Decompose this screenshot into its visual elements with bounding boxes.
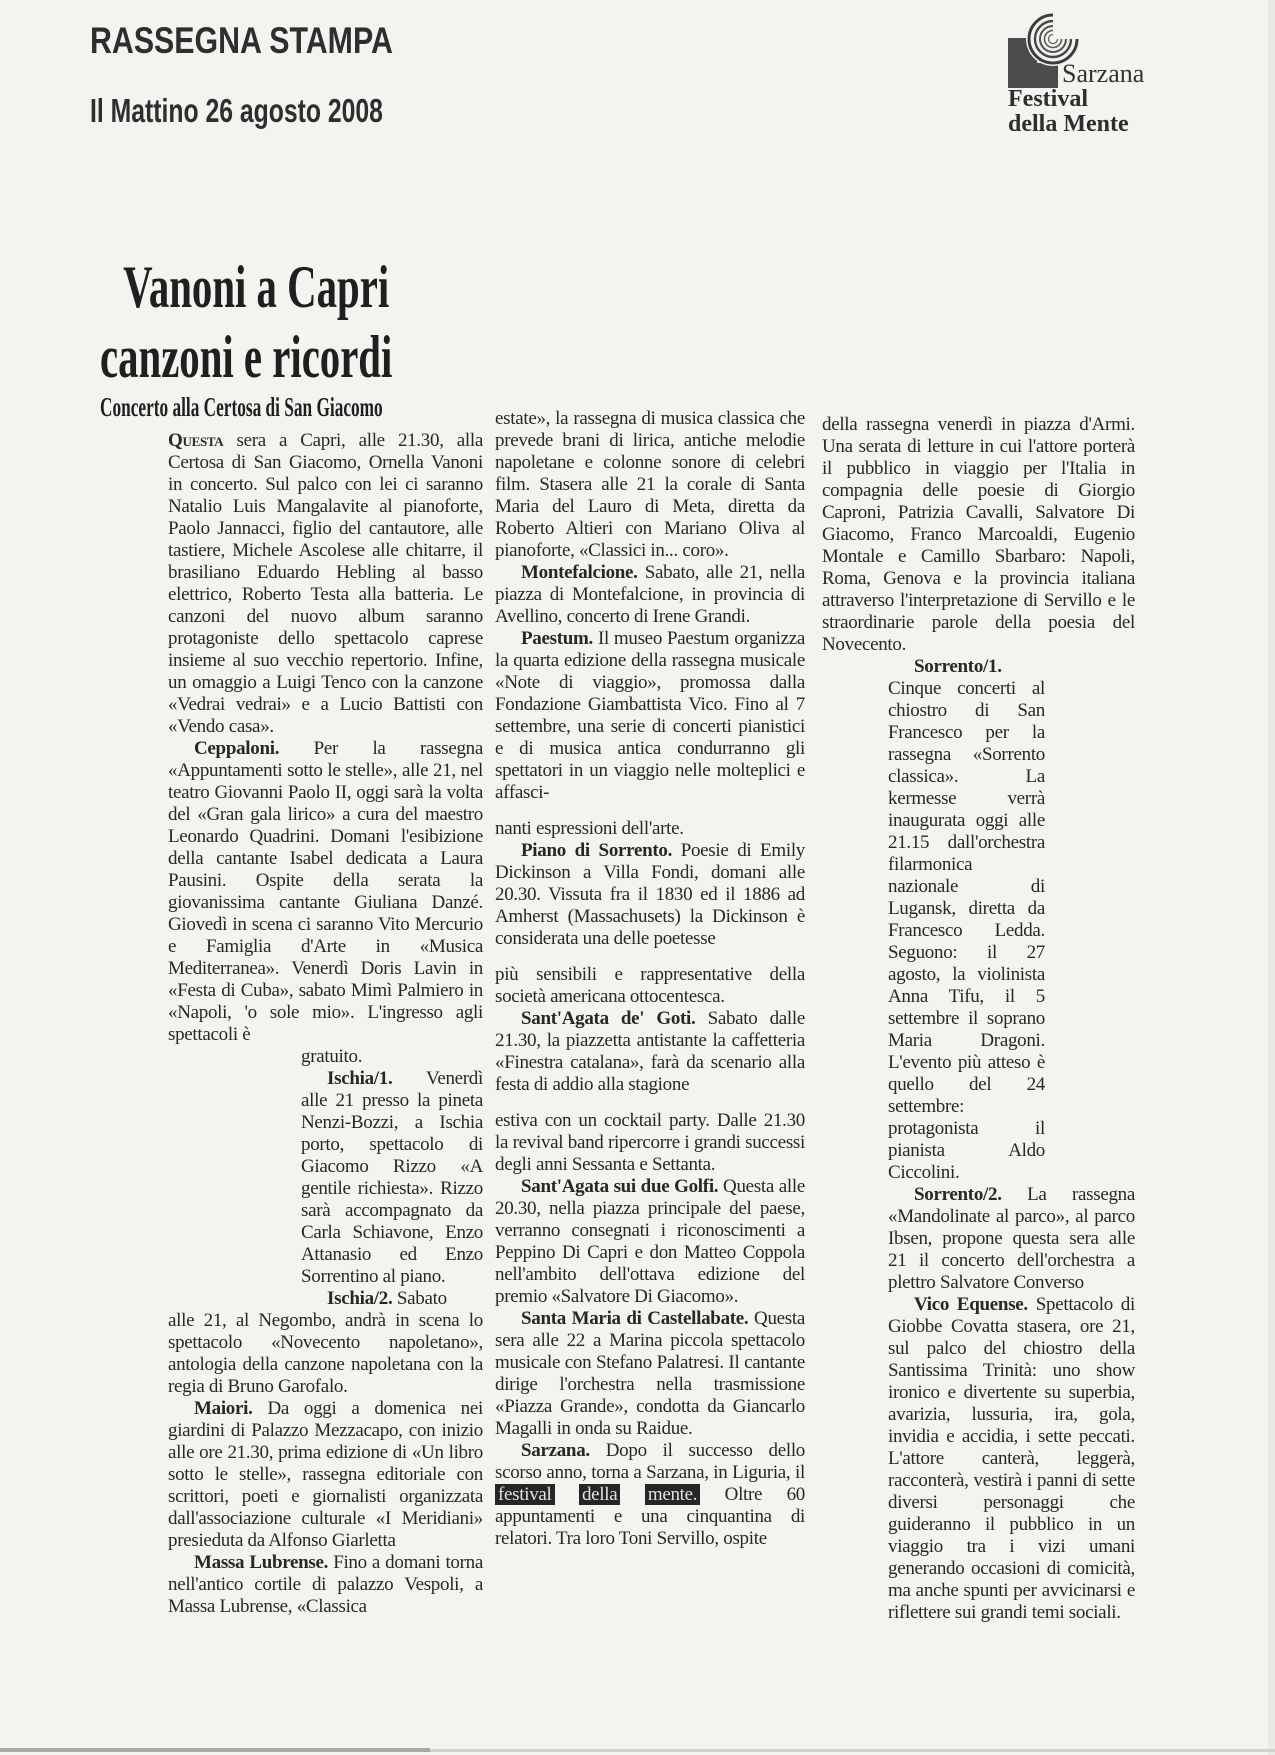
festival-della-mente-logo <box>1008 13 1248 143</box>
article-paragraph <box>301 1046 483 1068</box>
paragraph-text: Spettacolo di Giobbe Covatta stasera, ore 21, sul palco del chiostro della Santissima Trinità: uno show ironico e divertente su superbia, avarizia, lussuria, ira, gola, invidia e accidia, i sette peccati. L'attore canterà, leggerà, racconterà, vestirà i panni di sette diversi personaggi che guideranno il pubblico in un viaggio tra i vizi umani generando occasioni di comicità, ma anche spunti per avvicinarsi e riflettere sui grandi temi sociali. <box>888 1294 1135 1623</box>
paragraph-lead: Maiori. <box>194 1398 253 1419</box>
wrapped-text-block <box>888 1184 1135 1624</box>
paragraph-lead: Sorrento/1. <box>914 656 1002 677</box>
paragraph-text: Per la rassegna «Appuntamenti sotto le stelle», alle 21, nel teatro Giovanni Paolo II, oggi sarà la volta del «Gran gala lirico» a cura del maestro Leonardo Quadrini. Domani l'esibizione della cantante Isabel dedicata a Laura Pausini. Ospite della serata la giovanissima cantante Giuliana Danzé. Giovedì in scena ci saranno Vito Mercurio e Famiglia d'Arte in «Musica Mediterranea». Venerdì Doris Lavin in «Festa di Cuba», sabato Mimì Palmiero in «Napoli, 'o sole mio». L'ingresso agli spettacoli è <box>168 738 483 1045</box>
article-paragraph <box>495 1110 805 1176</box>
article-paragraph <box>495 628 805 804</box>
article-paragraph <box>495 562 805 628</box>
paragraph-text: alle 21, al Negombo, andrà in scena lo spettacolo «Novecento napoletano», antologia della canzone napoletana con la regia di Bruno Garofalo. <box>168 1310 483 1397</box>
paragraph-text: gratuito. <box>301 1046 363 1067</box>
paragraph-text: Cinque concerti al chiostro di San Francesco per la rassegna «Sorrento classica». La kermesse verrà inaugurata oggi alle 21.15 dall'orchestra filarmonica nazionale di Lugansk, diretta da Francesco Ledda. Seguono: il 27 agosto, la violinista Anna Tifu, il 5 settembre il soprano Maria Dragoni. L'evento più atteso è quello del 24 settembre: protagonista il pianista Aldo Ciccolini. <box>888 678 1045 1183</box>
wrapped-text-block <box>301 1046 483 1310</box>
article-paragraph <box>495 1308 805 1440</box>
article-paragraph <box>495 964 805 1008</box>
paragraph-text: Venerdì alle 21 presso la pineta Nenzi-Bozzi, a Ischia porto, spettacolo di Giacomo Rizzo «A gentile richiesta». Rizzo sarà accompagnato da Carla Schiavone, Enzo Attanasio ed Enzo Sorrentino al piano. <box>301 1068 483 1287</box>
paragraph-lead: Sorrento/2. <box>914 1184 1002 1205</box>
article-paragraph <box>168 1310 483 1398</box>
paragraph-text: estiva con un cocktail party. Dalle 21.30 la revival band ripercorre i grandi successi degli anni Sessanta e Settanta. <box>495 1110 805 1175</box>
logo-festival-label: Festival <box>1008 86 1088 112</box>
paragraph-lead: Ischia/1. <box>327 1068 393 1089</box>
article-paragraph <box>301 1068 483 1288</box>
paragraph-lead: Paestum. <box>521 628 594 649</box>
paragraph-text: La rassegna «Mandolinate al parco», al parco Ibsen, propone questa sera alle 21 il concerto dell'orchestra a plettro Salvatore Converso <box>888 1184 1135 1293</box>
paragraph-text: Questa alle 20.30, nella piazza principale del paese, verranno consegnati i riconoscimenti a Peppino Di Capri e don Matteo Coppola nell'ambito dell'ottava edizione del premio «Salvatore Di Giacomo». <box>495 1176 805 1307</box>
article-paragraph <box>168 738 483 1046</box>
paragraph-text: Dopo il successo dello scorso anno, torna a Sarzana, in Liguria, il <box>495 1440 805 1483</box>
paragraph-text: Questa sera alle 22 a Marina piccola spettacolo musicale con Stefano Palatresi. Il cantante dirige l'orchestra nella trasmissione «Piazza Grande», condotta da Giancarlo Magalli in onda su Raidue. <box>495 1308 805 1439</box>
paragraph-text: Sabato <box>392 1288 447 1309</box>
paragraph-text: della rassegna venerdì in piazza d'Armi. Una serata di letture in cui l'attore porterà il pubblico in viaggio per l'Italia in compagnia delle poesie di Giorgio Caproni, Patrizia Cavalli, Salvatore Di Giacomo, Franco Marcoaldi, Eugenio Montale e Camillo Sbarbaro: Napoli, Roma, Genova e la provincia italiana attraverso l'interpretazione di Servillo e le straordinarie parole della poesia del Novecento. <box>822 414 1135 655</box>
paragraph-lead: Questa <box>168 430 224 451</box>
article-paragraph <box>495 1176 805 1308</box>
paragraph-lead: Sarzana. <box>521 1440 590 1461</box>
paragraph-text: Poesie di Emily Dickinson a Villa Fondi, domani alle 20.30. Vissuta fra il 1830 ed il 1886 ad Amherst (Massachusets) la Dickinson è considerata una delle poetesse <box>495 840 805 949</box>
highlighted-word: festival <box>495 1484 555 1505</box>
paragraph-text: Il museo Paestum organizza la quarta edizione della rassegna musicale «Note di viaggio», promossa dalla Fondazione Giambattista Vico. Fino al 7 settembre, una serie di concerti pianistici e di musica antica condurranno gli spettatori in un viaggio nelle molteplici e affasci- <box>495 628 805 803</box>
article-paragraph <box>495 818 805 840</box>
article-paragraph <box>495 1008 805 1096</box>
article-paragraph <box>888 1294 1135 1624</box>
wrapped-text-block <box>888 656 1045 1184</box>
article-subtitle: Concerto alla Certosa di San Giacomo <box>100 392 383 422</box>
paragraph-lead: Piano di Sorrento. <box>521 840 673 861</box>
paragraph-text: Sabato dalle 21.30, la piazzetta antistante la caffetteria «Finestra catalana», farà da scenario alla festa di addio alla stagione <box>495 1008 805 1095</box>
paragraph-text: più sensibili e rappresentative della società americana ottocentesca. <box>495 964 805 1007</box>
paragraph-lead: Massa Lubrense. <box>194 1552 329 1573</box>
press-review-title: RASSEGNA STAMPA <box>90 20 393 61</box>
paragraph-lead: Sant'Agata sui due Golfi. <box>521 1176 719 1197</box>
article-column-2 <box>495 408 805 1550</box>
scan-edge-bottom-dark <box>0 1748 430 1752</box>
article-paragraph <box>888 656 1045 1184</box>
headline-line-2: canzoni e ricordi <box>100 324 393 390</box>
article-paragraph <box>495 408 805 562</box>
highlighted-word: della <box>579 1484 620 1505</box>
paragraph-text: nanti espressioni dell'arte. <box>495 818 684 839</box>
paragraph-lead: Vico Equense. <box>914 1294 1028 1315</box>
article-column-1 <box>168 430 483 1618</box>
logo-mente-label: della Mente <box>1008 111 1129 137</box>
article-paragraph <box>495 840 805 950</box>
source-date-line: Il Mattino 26 agosto 2008 <box>90 92 383 129</box>
paragraph-text: sera a Capri, alle 21.30, alla Certosa di San Giacomo, Ornella Vanoni in concerto. Sul palco con lei ci saranno Natalio Luis Mangalavite al pianoforte, Paolo Jannacci, figlio del cantautore, alle tastiere, Michele Ascolese alle chitarre, il brasiliano Eduardo Hebling al basso elettrico, Roberto Testa alla batteria. Le canzoni del nuovo album saranno protagoniste dello spettacolo caprese insieme al suo vecchio repertorio. Infine, un omaggio a Luigi Tenco con la canzone «Vedrai vedrai» e a Lucio Battisti con «Vendo casa». <box>168 430 483 737</box>
paragraph-text: estate», la rassegna di musica classica che prevede brani di lirica, antiche melodie napoletane e colonne sonore di celebri film. Stasera alle 21 la corale di Santa Maria del Lauro di Meta, diretta da Roberto Altieri con Mariano Oliva al pianoforte, «Classici in... coro». <box>495 408 805 561</box>
scan-edge-right <box>1268 0 1275 1755</box>
article-headline <box>100 252 392 392</box>
article-column-3 <box>822 414 1135 1624</box>
paragraph-lead: Montefalcione. <box>521 562 638 583</box>
paragraph-lead: Ischia/2. <box>327 1288 393 1309</box>
article-paragraph <box>168 1552 483 1618</box>
paragraph-lead: Santa Maria di Castellabate. <box>521 1308 749 1329</box>
paragraph-lead: Sant'Agata de' Goti. <box>521 1008 696 1029</box>
highlighted-word: mente. <box>645 1484 700 1505</box>
article-paragraph <box>495 1440 805 1550</box>
paragraph-text: Fino a domani torna nell'antico cortile di palazzo Vespoli, a Massa Lubrense, «Classica <box>168 1552 483 1617</box>
logo-city-label: Sarzana <box>1062 59 1145 88</box>
article-paragraph <box>168 1398 483 1552</box>
article-paragraph <box>301 1288 483 1310</box>
paragraph-text: Da oggi a domenica nei giardini di Palazzo Mezzacapo, con inizio alle ore 21.30, prima edizione di «Un libro sotto le stelle», rassegna editoriale con scrittori, poeti e giornalisti organizzata dall'associazione culturale «I Meridiani» presieduta da Alfonso Giarletta <box>168 1398 483 1551</box>
headline-line-1: Vanoni a Capri <box>123 254 390 320</box>
paragraph-text: Sabato, alle 21, nella piazza di Montefalcione, in provincia di Avellino, concerto di Irene Grandi. <box>495 562 805 627</box>
article-paragraph <box>822 414 1135 656</box>
paragraph-lead: Ceppaloni. <box>194 738 280 759</box>
article-paragraph <box>888 1184 1135 1294</box>
paragraph-text: Oltre 60 appuntamenti e una cinquantina di relatori. Tra loro Toni Servillo, ospite <box>495 1484 806 1549</box>
article-paragraph <box>168 430 483 738</box>
